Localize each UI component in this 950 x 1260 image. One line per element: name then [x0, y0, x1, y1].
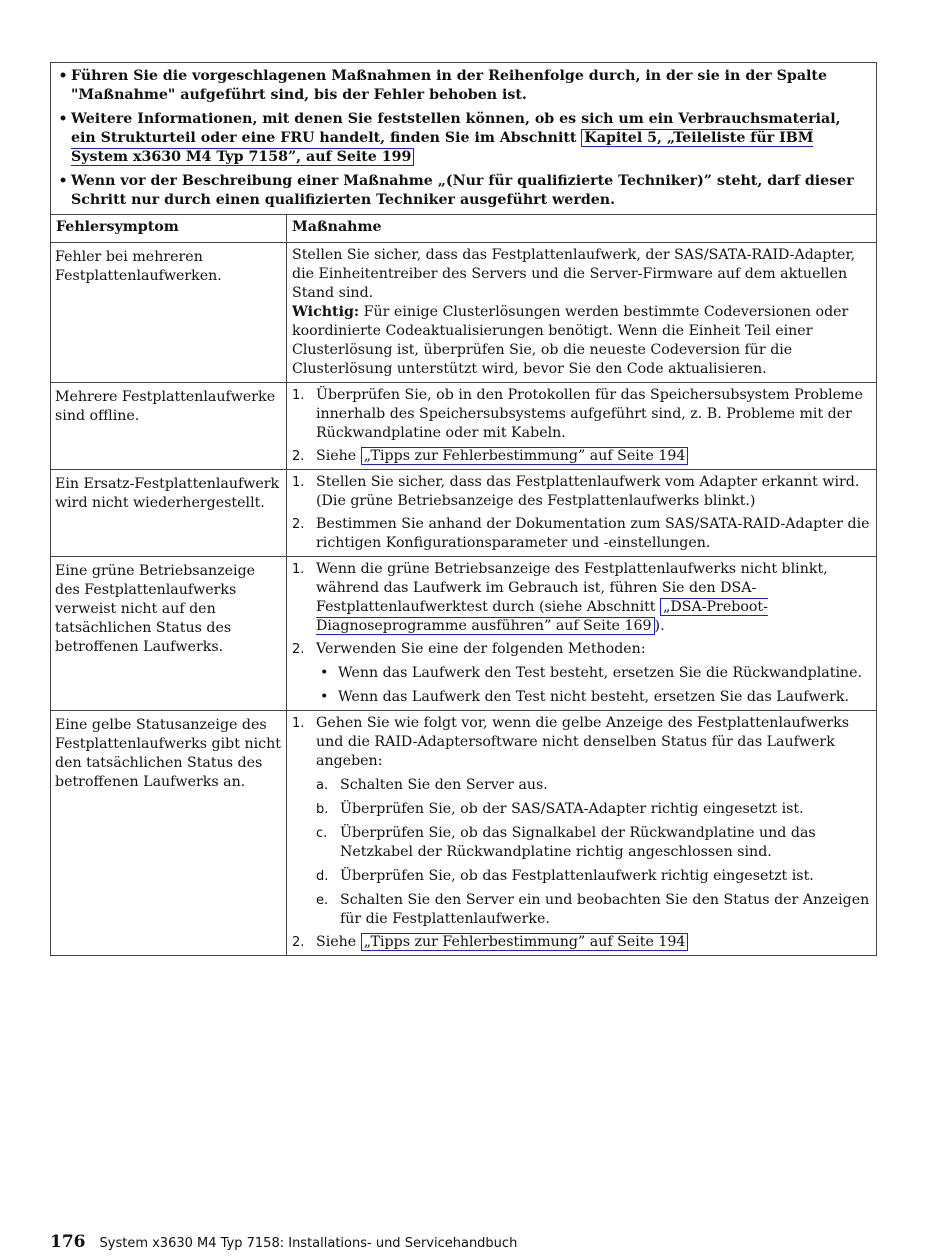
sub-step-item	[316, 824, 870, 862]
step-number: 1.	[292, 388, 305, 403]
table-row	[51, 470, 877, 557]
note-text: Führen Sie die vorgeschlagenen Maßnahmen in der Reihenfolge durch, in der sie in der Spalte "Maßnahme" aufgeführt sind, bis der Fehler behoben ist.	[71, 68, 828, 103]
step-text: Siehe	[316, 934, 361, 950]
page-footer	[50, 1232, 517, 1252]
step-number: 2.	[292, 517, 305, 532]
step-item	[292, 515, 870, 553]
tips-link[interactable]: „Tipps zur Fehlerbestimmung” auf Seite 194	[361, 447, 689, 465]
step-text-wrap	[316, 560, 870, 636]
sub-bullet-item	[316, 688, 870, 707]
table-row	[51, 711, 877, 956]
step-item	[292, 933, 870, 952]
sub-step-text: Überprüfen Sie, ob das Signalkabel der Rückwandplatine und das Netzkabel der Rückwandplatine richtig angeschlossen sind.	[340, 825, 816, 860]
step-text-end: ).	[654, 618, 665, 634]
symptom-cell: Eine grüne Betriebsanzeige des Festplattenlaufwerks verweist nicht auf den tatsächlichen Status des betroffenen Laufwerks.	[51, 557, 287, 711]
step-number: 2.	[292, 642, 305, 657]
action-cell	[287, 557, 877, 711]
sub-bullet-text: Wenn das Laufwerk den Test besteht, ersetzen Sie die Rückwandplatine.	[338, 665, 863, 681]
page-number: 176	[50, 1232, 86, 1252]
step-text-wrap	[316, 447, 870, 466]
note-item	[55, 110, 868, 167]
action-cell	[287, 243, 877, 383]
sub-bullet-text: Wenn das Laufwerk den Test nicht besteht, ersetzen Sie das Laufwerk.	[338, 689, 849, 705]
step-text: Gehen Sie wie folgt vor, wenn die gelbe Anzeige des Festplattenlaufwerks und die RAID-Adaptersoftware nicht denselben Status für das Laufwerk angeben:	[316, 715, 850, 769]
step-text: Überprüfen Sie, ob in den Protokollen für das Speichersubsystem Probleme innerhalb des Speichersubsystems aufgeführt sind, z. B. Probleme mit der Rückwandplatine oder mit Kabeln.	[316, 387, 863, 441]
step-number: 2.	[292, 449, 305, 464]
step-text: Bestimmen Sie anhand der Dokumentation zum SAS/SATA-RAID-Adapter die richtigen Konfigurationsparameter und -einstellungen.	[316, 516, 870, 551]
bullet-icon: •	[320, 689, 329, 705]
table-row	[51, 557, 877, 711]
header-row	[51, 215, 877, 243]
action-cell	[287, 470, 877, 557]
sub-step-letter: a.	[316, 778, 329, 793]
step-item	[292, 447, 870, 466]
step-item	[292, 560, 870, 636]
note-item	[55, 67, 868, 105]
sub-step-text: Schalten Sie den Server aus.	[340, 777, 548, 793]
step-item	[292, 473, 870, 511]
step-item	[292, 386, 870, 443]
step-text: Verwenden Sie eine der folgenden Methoden:	[316, 641, 646, 657]
sub-step-text: Überprüfen Sie, ob der SAS/SATA-Adapter richtig eingesetzt ist.	[340, 801, 804, 817]
step-text: Siehe	[316, 448, 361, 464]
table-row	[51, 383, 877, 470]
sub-step-item	[316, 891, 870, 929]
dsa-preboot-link[interactable]: „DSA-Preboot-Diagnoseprogramme ausführen” auf Seite 169	[316, 599, 768, 634]
step-text: Stellen Sie sicher, dass das Festplattenlaufwerk vom Adapter erkannt wird. (Die grüne Betriebsanzeige des Festplattenlaufwerks blinkt.)	[316, 474, 860, 509]
sub-step-letter: d.	[316, 869, 329, 884]
bullet-icon: •	[58, 111, 68, 127]
step-item	[292, 714, 870, 929]
note-text: Wenn vor der Beschreibung einer Maßnahme „(Nur für qualifizierte Techniker)” steht, darf dieser Schritt nur durch einen qualifizierten Techniker ausgeführt werden.	[71, 173, 854, 208]
page-content	[50, 62, 876, 956]
symptom-cell: Ein Ersatz-Festplattenlaufwerk wird nicht wiederhergestellt.	[51, 470, 287, 557]
sub-step-letter: e.	[316, 893, 329, 908]
action-cell	[287, 383, 877, 470]
step-number: 1.	[292, 716, 305, 731]
note-text-wrap	[71, 110, 868, 167]
step-number: 1.	[292, 475, 305, 490]
header-symptom: Fehlersymptom	[51, 215, 287, 243]
step-number: 2.	[292, 935, 305, 950]
bullet-icon: •	[58, 68, 68, 84]
symptom-cell: Fehler bei mehreren Festplattenlaufwerken.	[51, 243, 287, 383]
notes-row	[51, 63, 877, 215]
bullet-icon: •	[320, 665, 329, 681]
sub-step-item	[316, 800, 870, 819]
footer-title: System x3630 M4 Typ 7158: Installations- und Servicehandbuch	[99, 1236, 518, 1251]
step-text-wrap	[316, 933, 870, 952]
notes-cell	[51, 63, 877, 215]
bullet-icon: •	[58, 173, 68, 189]
sub-bullet-item	[316, 664, 870, 683]
step-text: Wenn die grüne Betriebsanzeige des Festplattenlaufwerks nicht blinkt, während das Laufwerk im Gebrauch ist, führen Sie den DSA-Festplattenlaufwerktest durch (siehe Abschnitt	[316, 561, 828, 615]
tips-link[interactable]: „Tipps zur Fehlerbestimmung” auf Seite 194	[361, 933, 689, 951]
note-item	[55, 172, 868, 210]
header-action: Maßnahme	[287, 215, 877, 243]
table-row	[51, 243, 877, 383]
action-text: Stellen Sie sicher, dass das Festplattenlaufwerk, der SAS/SATA-RAID-Adapter, die Einheitentreiber des Servers und die Server-Firmware auf dem aktuellen Stand sind.	[292, 247, 856, 301]
sub-step-letter: c.	[316, 826, 328, 841]
symptom-cell: Eine gelbe Statusanzeige des Festplattenlaufwerks gibt nicht den tatsächlichen Status des betroffenen Laufwerks an.	[51, 711, 287, 956]
sub-step-text: Schalten Sie den Server ein und beobachten Sie den Status der Anzeigen für die Festplattenlaufwerke.	[340, 892, 870, 927]
step-body	[316, 714, 870, 929]
important-label: Wichtig:	[292, 304, 360, 320]
sub-step-item	[316, 776, 870, 795]
note-text: Weitere Informationen, mit denen Sie feststellen können, ob es sich um ein Verbrauchsmaterial, ein Strukturteil oder eine FRU handelt, finden Sie im Abschnitt	[71, 111, 841, 146]
step-item	[292, 640, 870, 707]
troubleshooting-table	[50, 62, 877, 956]
step-body	[316, 640, 870, 707]
action-cell	[287, 711, 877, 956]
sub-step-text: Überprüfen Sie, ob das Festplattenlaufwerk richtig eingesetzt ist.	[340, 868, 814, 884]
symptom-cell: Mehrere Festplattenlaufwerke sind offline.	[51, 383, 287, 470]
step-number: 1.	[292, 562, 305, 577]
parts-list-link[interactable]: Kapitel 5, „Teileliste für IBM System x3630 M4 Typ 7158”, auf Seite 199	[71, 130, 814, 165]
sub-step-letter: b.	[316, 802, 329, 817]
important-text: Für einige Clusterlösungen werden bestimmte Codeversionen oder koordinierte Codeaktualisierungen benötigt. Wenn die Einheit Teil einer Clusterlösung ist, überprüfen Sie, ob die neueste Codeversion für die Clusterlösung unterstützt wird, bevor Sie den Code aktualisieren.	[292, 304, 849, 377]
important-note	[292, 303, 870, 379]
sub-step-item	[316, 867, 870, 886]
